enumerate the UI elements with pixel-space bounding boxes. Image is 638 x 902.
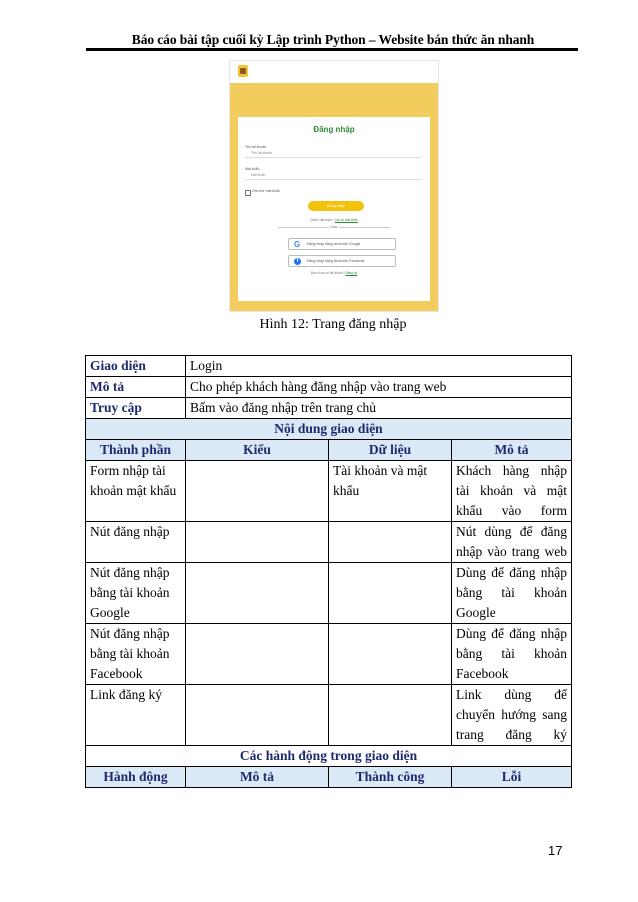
signup-text: Bạn chưa có tài khoản? (310, 271, 345, 275)
forgot-password-row (238, 218, 430, 222)
component-data (329, 563, 452, 624)
column-header: Kiểu (186, 440, 329, 461)
password-label: Mật khẩu (245, 167, 260, 171)
google-login-button[interactable] (288, 238, 396, 250)
username-input[interactable]: Tên tài khoản (245, 149, 421, 158)
component-name: Nút đăng nhập bằng tài khoản Facebook (86, 624, 186, 685)
component-type (186, 563, 329, 624)
component-desc: Dùng để đăng nhập bằng tài khoản Facebook (452, 624, 572, 685)
column-header: Mô tả (186, 767, 329, 788)
column-header: Hành động (86, 767, 186, 788)
table-row (86, 685, 572, 746)
brand-logo-icon (238, 65, 248, 77)
component-data (329, 522, 452, 563)
value-cell: Cho phép khách hàng đăng nhập vào trang web (186, 377, 572, 398)
component-desc: Khách hàng nhập tài khoản và mật khẩu vào form (452, 461, 572, 522)
google-button-label: Đăng nhập bằng tài khoản Google (307, 242, 361, 246)
section-title: Các hành động trong giao diện (86, 746, 572, 767)
table-row (86, 522, 572, 563)
value-cell: Bấm vào đăng nhập trên trang chủ (186, 398, 572, 419)
or-text (238, 225, 430, 229)
column-header-row (86, 440, 572, 461)
value-cell: Login (186, 356, 572, 377)
column-header-row (86, 767, 572, 788)
component-type (186, 461, 329, 522)
logo-strip (230, 61, 439, 83)
column-header: Lỗi (452, 767, 572, 788)
remember-label: Ghi nhớ mật khẩu (252, 189, 280, 193)
component-data: Tài khoản và mật khẩu (329, 461, 452, 522)
table-row (86, 624, 572, 685)
remember-checkbox[interactable] (245, 190, 251, 196)
section-header-row (86, 419, 572, 440)
username-label: Tên tài khoản (245, 145, 267, 149)
table-row (86, 356, 572, 377)
forgot-text: Quên mật khẩu? (310, 218, 334, 222)
facebook-icon: f (294, 258, 301, 265)
label-cell: Giao diện (86, 356, 186, 377)
spec-table (85, 355, 572, 788)
component-type (186, 522, 329, 563)
component-data (329, 624, 452, 685)
login-card (238, 117, 430, 301)
component-name: Nút đăng nhập (86, 522, 186, 563)
login-screenshot (229, 60, 439, 312)
component-type (186, 624, 329, 685)
component-desc: Dùng để đăng nhập bằng tài khoản Google (452, 563, 572, 624)
signup-row (238, 271, 430, 275)
facebook-button-label: Đăng nhập bằng tài khoản Facebook (307, 259, 365, 263)
page-number: 17 (548, 843, 563, 858)
google-icon: G (294, 240, 301, 249)
page-header: Báo cáo bài tập cuối kỳ Lập trình Python – Website bán thức ăn nhanh (131, 32, 535, 47)
column-header: Mô tả (452, 440, 572, 461)
login-title: Đăng nhập (313, 125, 355, 134)
column-header: Dữ liệu (329, 440, 452, 461)
column-header: Thành phần (86, 440, 186, 461)
component-desc: Link dùng để chuyển hướng sang trang đăng ký (452, 685, 572, 746)
label-cell: Mô tả (86, 377, 186, 398)
signup-link[interactable]: Đăng ký (345, 271, 358, 275)
section-header-row (86, 746, 572, 767)
component-desc: Nút dùng để đăng nhập vào trang web (452, 522, 572, 563)
column-header: Thành công (329, 767, 452, 788)
section-title: Nội dung giao diện (86, 419, 572, 440)
table-row (86, 377, 572, 398)
label-cell: Truy cập (86, 398, 186, 419)
forgot-password-link[interactable]: Lấy lại mật khẩu (334, 218, 358, 222)
table-row (86, 461, 572, 522)
component-name: Link đăng ký (86, 685, 186, 746)
login-button[interactable]: Đăng nhập (308, 201, 364, 211)
table-row (86, 398, 572, 419)
component-name: Nút đăng nhập bằng tài khoản Google (86, 563, 186, 624)
header-rule (86, 48, 578, 51)
component-data (329, 685, 452, 746)
facebook-login-button[interactable] (288, 255, 396, 267)
table-row (86, 563, 572, 624)
password-input[interactable]: Mật khẩu (245, 171, 421, 180)
component-type (186, 685, 329, 746)
component-name: Form nhập tài khoản mật khẩu (86, 461, 186, 522)
figure-caption: Hình 12: Trang đăng nhập (259, 317, 407, 332)
or-label: hoặc (330, 225, 338, 229)
